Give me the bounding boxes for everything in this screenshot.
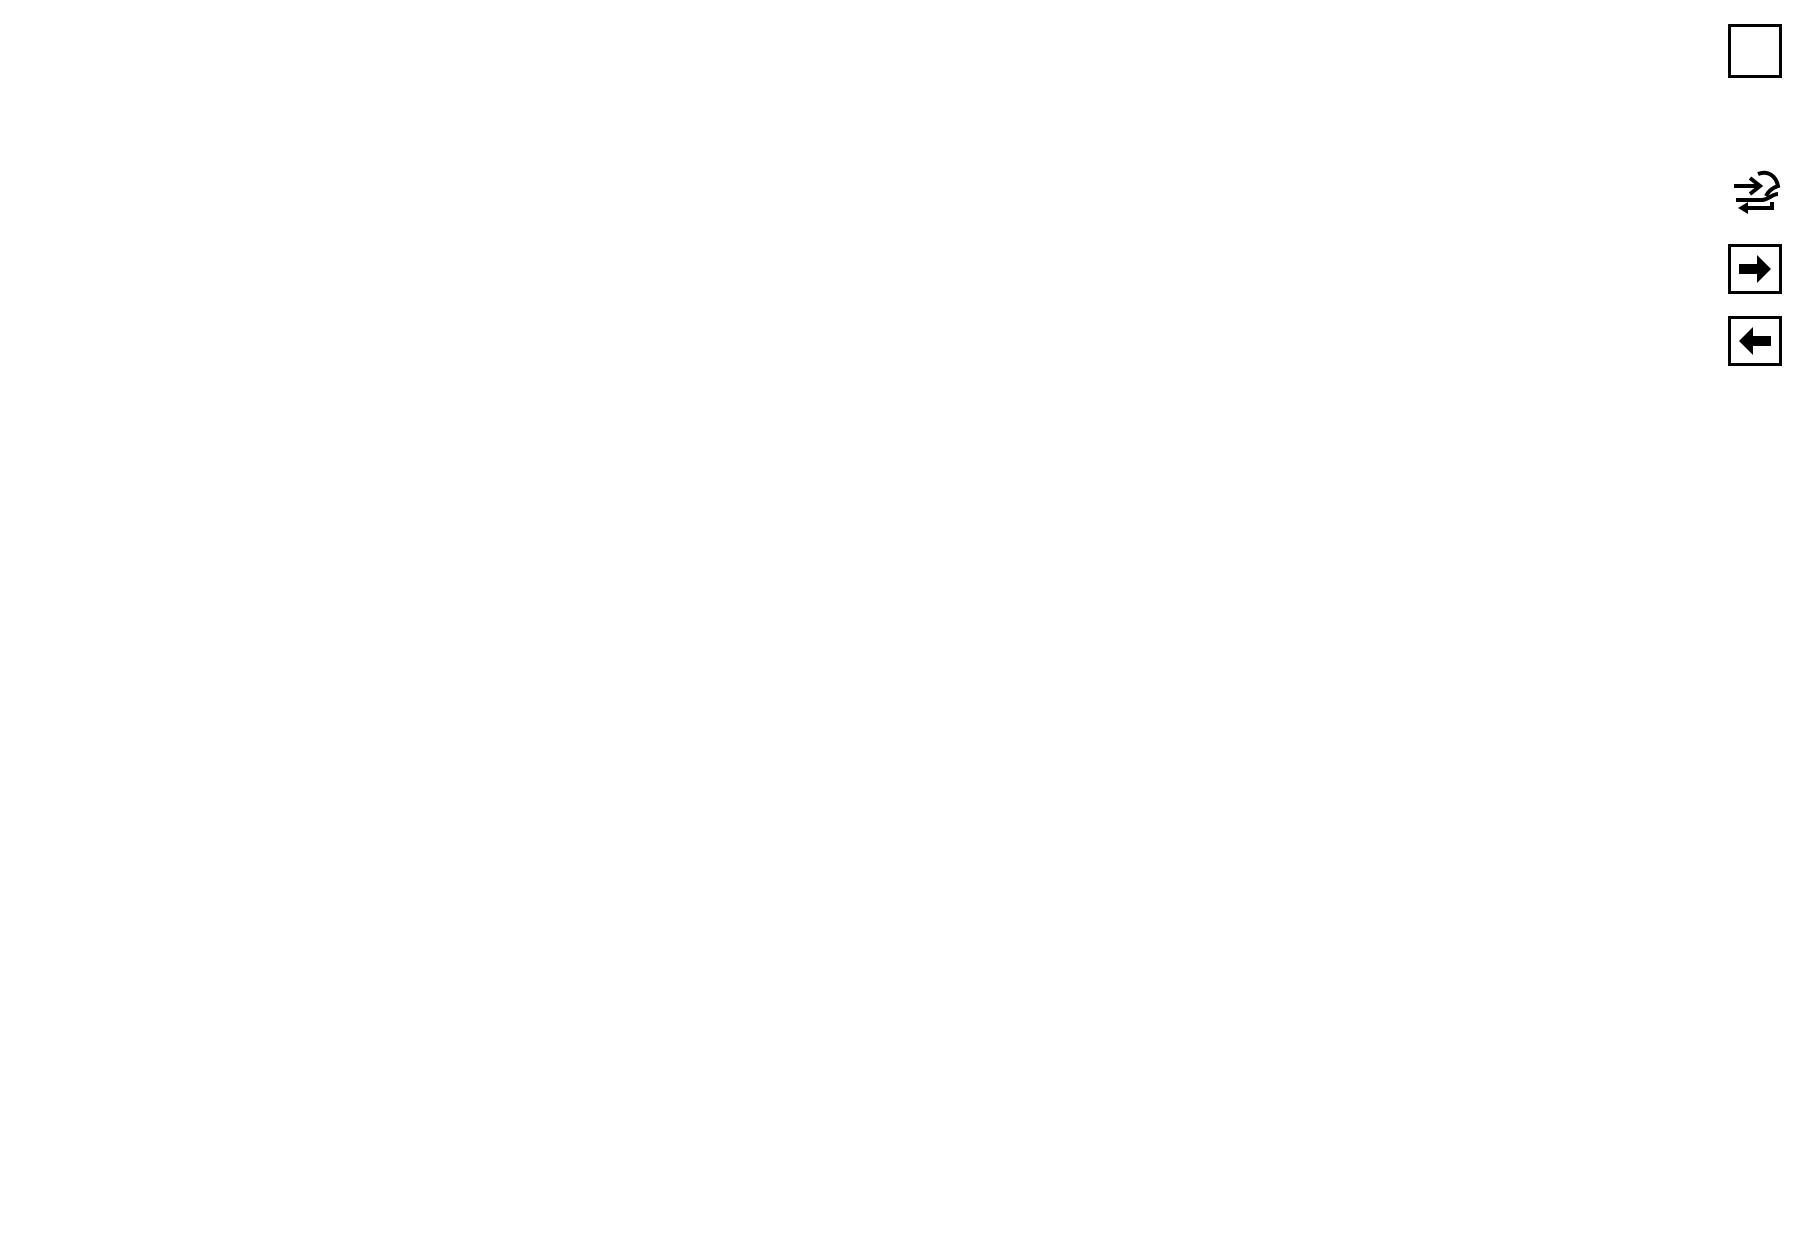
arrow-right-icon[interactable] [1728,244,1782,294]
wiring-diagram-icon[interactable] [1728,164,1782,214]
location-icon[interactable] [1728,24,1782,78]
arrow-left-icon[interactable] [1728,316,1782,366]
